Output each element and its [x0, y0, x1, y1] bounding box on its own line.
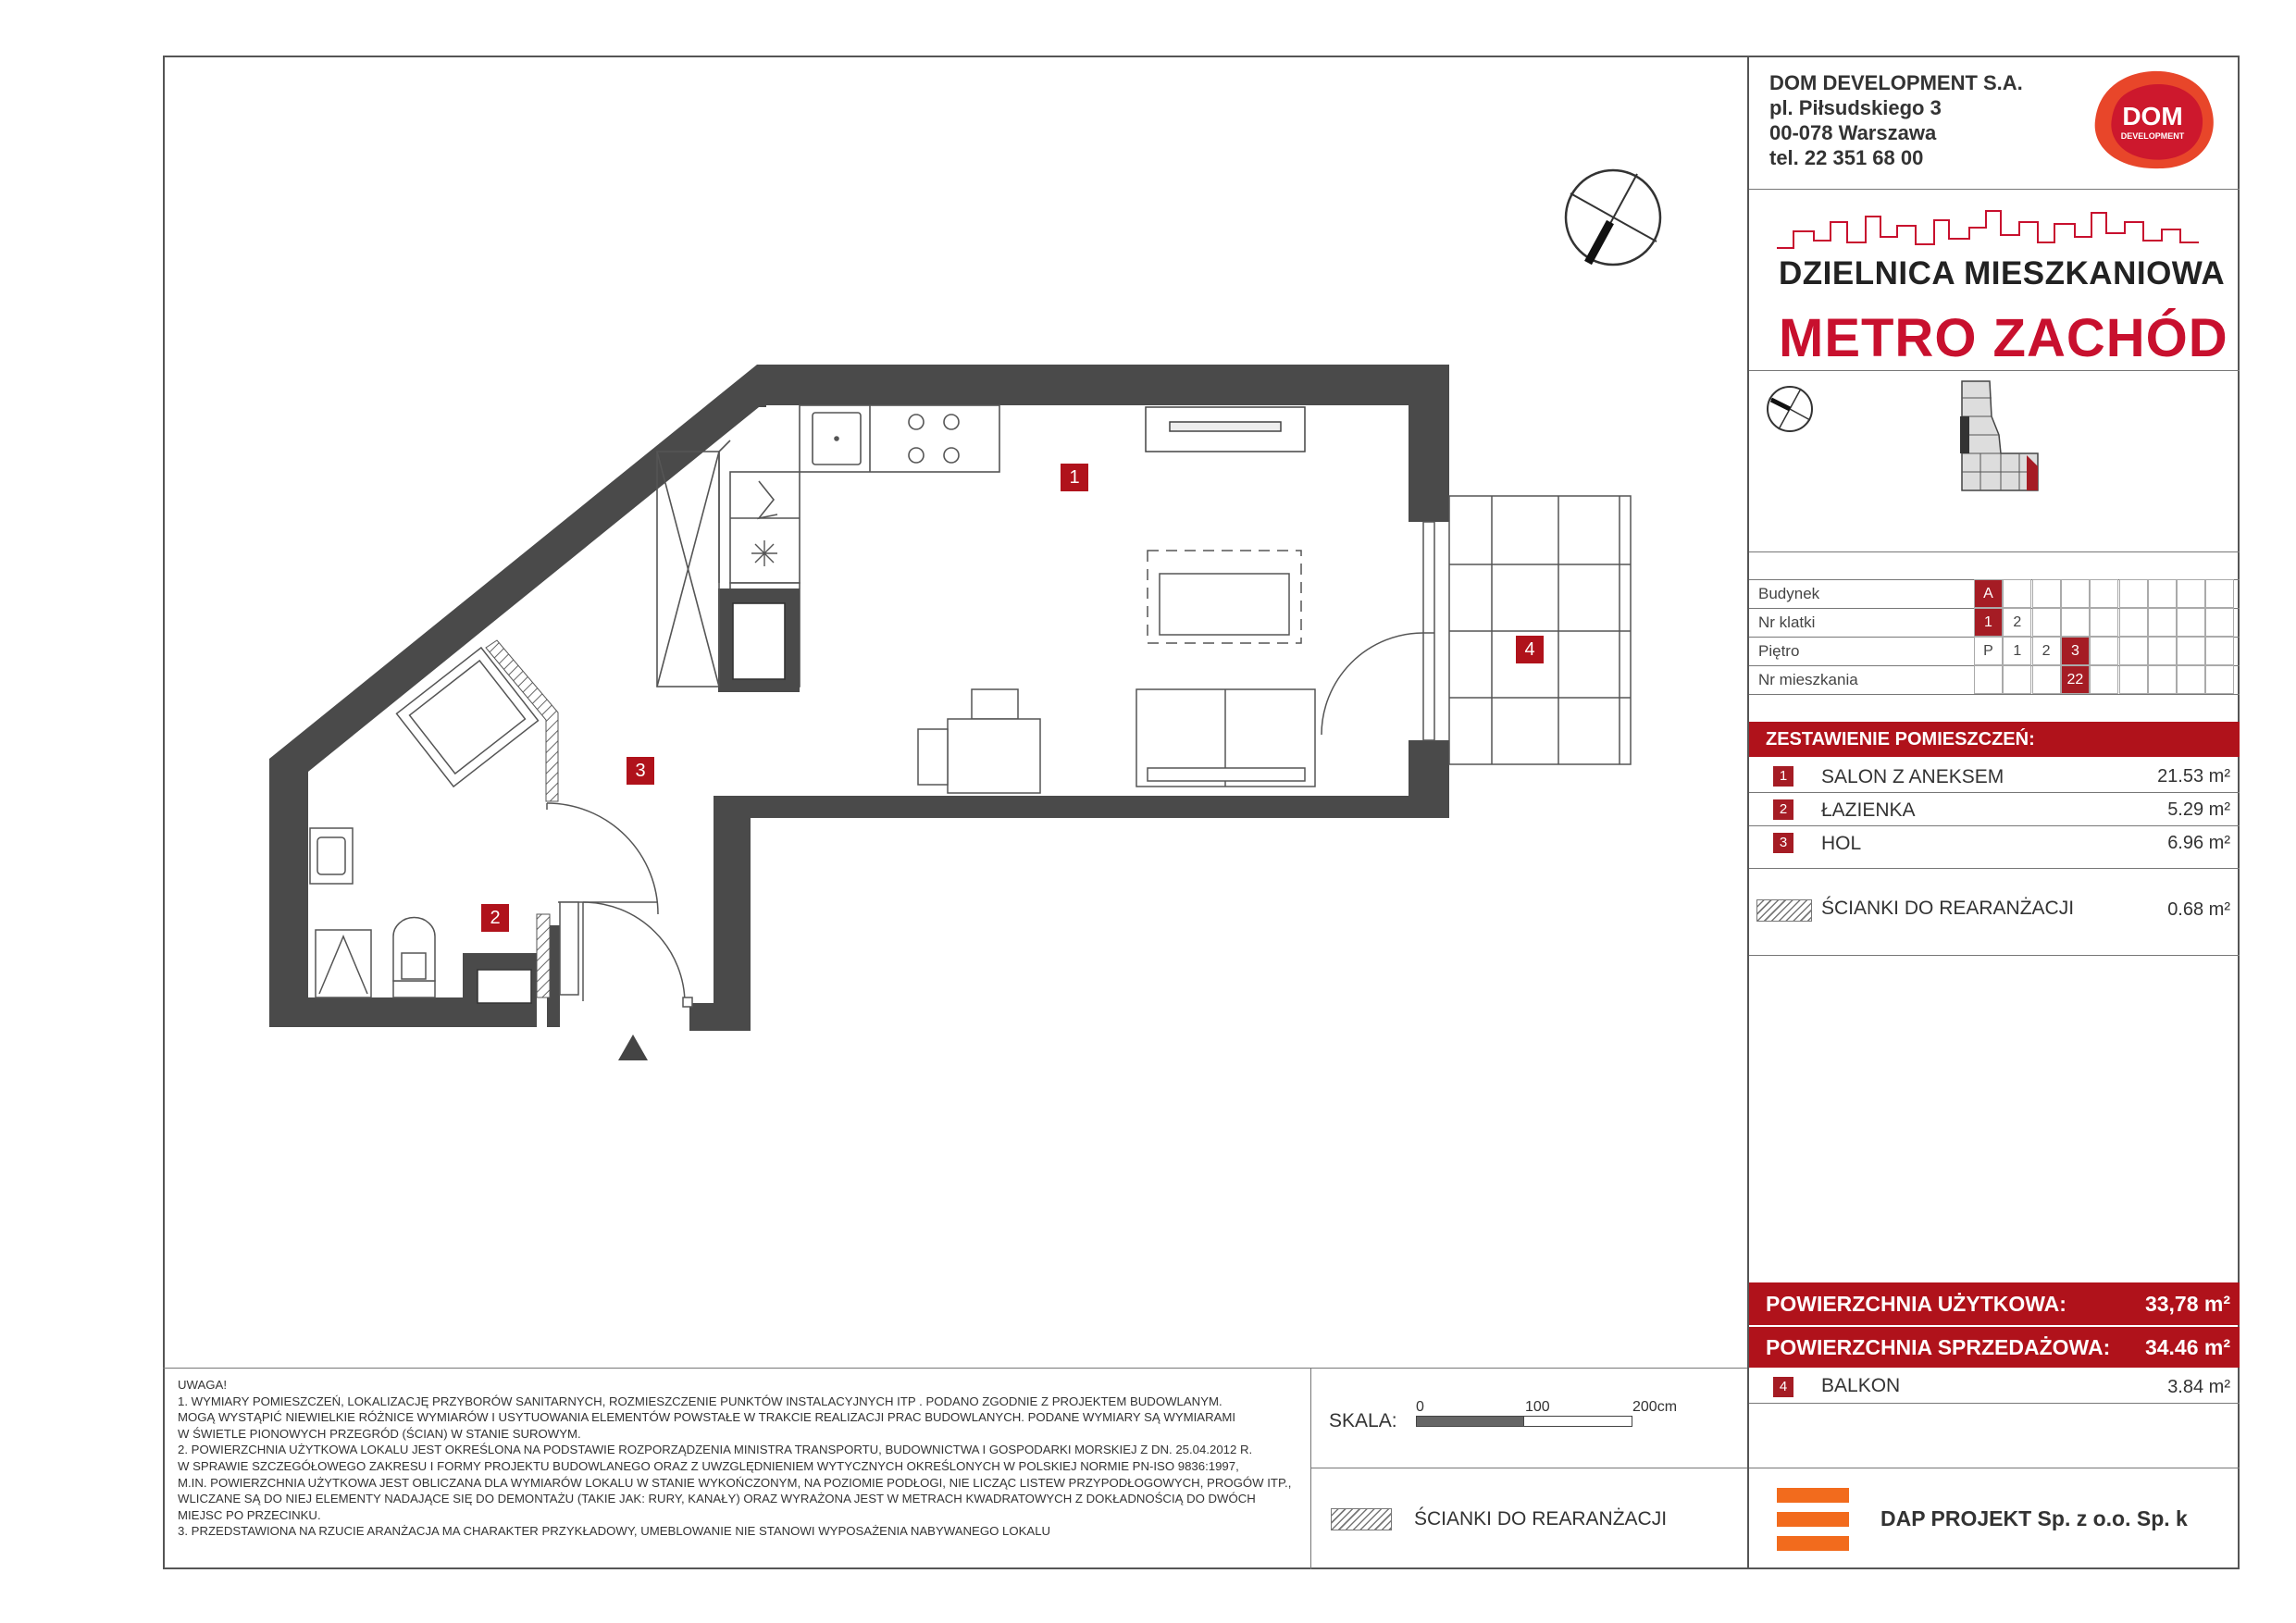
- company-street: pl. Piłsudskiego 3: [1769, 96, 1942, 119]
- note-line: 3. PRZEDSTAWIONA NA RZUCIE ARANŻACJA MA CHARAKTER PRZYKŁADOWY, UMEBLOWANIE NIE STANOWI WYPOSAŻENIA NABYWANEGO LOKALU: [178, 1524, 1051, 1539]
- rooms-header: ZESTAWIENIE POMIESZCZEŃ:: [1749, 722, 2240, 757]
- scale-bar-dark: [1416, 1416, 1525, 1427]
- location-cell: [2177, 608, 2205, 637]
- notes: [178, 1377, 1297, 1540]
- room-tag-2: 2: [481, 904, 509, 932]
- balcony-name: BALKON: [1821, 1375, 1901, 1396]
- logo-subtext: DEVELOPMENT: [2120, 131, 2185, 141]
- room-area: 21.53 m²: [2157, 766, 2230, 787]
- room-tag-3: 3: [627, 757, 654, 785]
- dap-projekt-logo: [1777, 1488, 1849, 1553]
- location-cell: [2148, 608, 2177, 637]
- company-city: 00-078 Warszawa: [1769, 121, 1937, 144]
- room-tag-4: 4: [1516, 636, 1544, 663]
- location-cell: [2177, 665, 2205, 694]
- legend-label: ŚCIANKI DO REARANŻACJI: [1414, 1508, 1668, 1530]
- divider: [1310, 1368, 1311, 1569]
- project-title: DZIELNICA MIESZKANIOWA: [1779, 255, 2226, 291]
- balcony-area: 3.84 m²: [2167, 1377, 2230, 1397]
- wall-shelf: [1146, 407, 1305, 452]
- balcony-door: [1322, 522, 1434, 740]
- label-floor: Piętro: [1758, 642, 1800, 660]
- divider: [1749, 955, 2240, 956]
- title-block: [1747, 56, 2240, 1569]
- scale-label: SKALA:: [1329, 1410, 1397, 1431]
- location-cell: [2090, 665, 2118, 694]
- divider: [1749, 1403, 2240, 1404]
- sales-area-bar: [1749, 1327, 2240, 1368]
- skyline-icon: [1777, 204, 2199, 255]
- location-cell: [2119, 579, 2148, 608]
- room-num: 2: [1773, 799, 1793, 820]
- label-building: Budynek: [1758, 585, 1820, 602]
- partition-area: 0.68 m²: [2167, 899, 2230, 920]
- scale-tick-200: 200cm: [1632, 1399, 1678, 1415]
- note-line: W SPRAWIE SZCZEGÓŁOWEGO ZAKRESU I FORMY PROJEKTU BUDOWLANEGO ORAZ Z UWZGLĘDNIENIEM WYTYCZNYCH OKREŚLONYCH W POLSKIEJ NORMIE PN-ISO 9836:1997,: [178, 1458, 1239, 1473]
- company-phone: tel. 22 351 68 00: [1769, 146, 1924, 169]
- sofa: [1136, 551, 1315, 787]
- room-row-3: [1749, 827, 2240, 859]
- label-stair: Nr klatki: [1758, 613, 1816, 631]
- entrance-arrow-icon: [618, 1035, 648, 1060]
- location-cell: [2032, 665, 2061, 694]
- location-cell: [2032, 608, 2061, 637]
- location-cell: [2119, 637, 2148, 665]
- usable-area-bar: [1749, 1282, 2240, 1325]
- scale-tick-100: 100: [1525, 1399, 1550, 1415]
- location-cell: [2061, 579, 2090, 608]
- divider: [1749, 370, 2240, 371]
- room-num: 1: [1773, 766, 1793, 787]
- location-cell: [2148, 579, 2177, 608]
- location-cell: [2205, 637, 2234, 665]
- notes-title: UWAGA!: [178, 1378, 227, 1392]
- location-cell: [2032, 579, 2061, 608]
- location-cell: 1: [2003, 637, 2031, 665]
- balcony: [1449, 496, 1631, 764]
- note-line: MIEJSC PO PRZECINKU.: [178, 1507, 321, 1522]
- room-area: 5.29 m²: [2167, 799, 2230, 820]
- partition-name: ŚCIANKI DO REARANŻACJI: [1821, 898, 2075, 919]
- location-cell: [2148, 665, 2177, 694]
- room-tag-1: 1: [1061, 464, 1088, 491]
- label-apartment: Nr mieszkania: [1758, 671, 1858, 688]
- location-cell: [2205, 579, 2234, 608]
- location-cell: [2205, 608, 2234, 637]
- location-cell: 1: [1974, 608, 2003, 637]
- usable-area-value: 33,78 m²: [2144, 1292, 2230, 1316]
- legend-hatch-swatch: [1331, 1508, 1392, 1530]
- project-subtitle: METRO ZACHÓD: [1779, 308, 2228, 368]
- room-row-1: [1749, 761, 2240, 792]
- scale-tick-0: 0: [1416, 1399, 1424, 1415]
- dom-development-logo: [2088, 67, 2217, 176]
- location-cell: 2: [2003, 608, 2031, 637]
- usable-area-label: POWIERZCHNIA UŻYTKOWA:: [1766, 1292, 2066, 1316]
- note-line: 2. POWIERZCHNIA UŻYTKOWA LOKALU JEST OKREŚLONA NA PODSTAWIE ROZPORZĄDZENIA MINISTRA TRANSPORTU, BUDOWNICTWA I GOSPODARKI MORSKIEJ Z DN. 25.04.2012 R.: [178, 1443, 1253, 1457]
- partition-hatch-2: [537, 914, 550, 997]
- balcony-num: 4: [1773, 1377, 1793, 1397]
- location-cell: 3: [2061, 637, 2090, 665]
- sales-area-label: POWIERZCHNIA SPRZEDAŻOWA:: [1766, 1335, 2111, 1359]
- building-keyplan: [1934, 379, 2073, 509]
- location-cell: [2003, 579, 2031, 608]
- partition-hatch-swatch: [1756, 899, 1812, 922]
- location-cell: [2090, 608, 2118, 637]
- compass-icon: [1566, 170, 1660, 265]
- service-shaft: [478, 970, 531, 1003]
- location-cell: 22: [2061, 665, 2090, 694]
- logo-text: DOM: [2122, 102, 2183, 130]
- divider: [1749, 551, 2240, 552]
- divider: [1749, 868, 2240, 869]
- location-cell: [2090, 579, 2118, 608]
- divider: [163, 1368, 1747, 1369]
- location-cell: A: [1974, 579, 2003, 608]
- kitchen-counter: [657, 405, 999, 692]
- divider: [1749, 189, 2240, 190]
- note-line: 1. WYMIARY POMIESZCZEŃ, LOKALIZACJĘ PRZYBORÓW SANITARNYCH, ROZMIESZCZENIE PUNKTÓW INSTALACYJNYCH ITP . PODANO ZGODNIE Z PROJEKTEM BUDOWLANYM.: [178, 1394, 1222, 1408]
- note-line: MOGĄ WYSTĄPIĆ NIEWIELKIE RÓŻNICE WYMIARÓW I USYTUOWANIA ELEMENTÓW POWSTAŁE W TRAKCIE REALIZACJI PRAC BUDOWLANYCH. PODANE WYMIARY SĄ WYMIARAMI: [178, 1410, 1236, 1425]
- location-cell: [2177, 579, 2205, 608]
- location-table: [1749, 579, 2240, 700]
- location-cell: [2003, 665, 2031, 694]
- location-cell: [2119, 665, 2148, 694]
- company-name: DOM DEVELOPMENT S.A.: [1769, 71, 2023, 94]
- designer-name: DAP PROJEKT Sp. z o.o. Sp. k: [1880, 1506, 2188, 1530]
- room-name: HOL: [1821, 833, 1862, 854]
- doors: [547, 803, 692, 1007]
- room-num: 3: [1773, 833, 1793, 853]
- note-line: WLICZANE SĄ DO NIEJ ELEMENTY NADAJĄCE SIĘ DO DEMONTAŻU (TAKIE JAK: RURY, KANAŁY) ORAZ WYRAŻONA JEST W METRACH KWADRATOWYCH Z DOKŁADNOŚCIĄ DO DWÓCH: [178, 1492, 1256, 1506]
- location-cell: [2119, 608, 2148, 637]
- room-name: SALON Z ANEKSEM: [1821, 766, 2004, 787]
- location-cell: [2061, 608, 2090, 637]
- location-cell: 2: [2032, 637, 2061, 665]
- location-cell: [2090, 637, 2118, 665]
- location-cell: [2148, 637, 2177, 665]
- note-line: M.IN. POWIERZCHNIA UŻYTKOWA JEST OBLICZANA DLA WYMIARÓW LOKALU W STANIE WYKOŃCZONYM, NA POZIOMIE PODŁOGI, NIE LICZĄC LISTEW PRZYPODŁOGOWYCH, PROGÓW ITP.,: [178, 1475, 1292, 1490]
- location-cell: [2177, 637, 2205, 665]
- scale-bar-light: [1523, 1416, 1632, 1427]
- keyplan-compass-icon: [1762, 381, 1818, 437]
- location-cell: [1974, 665, 2003, 694]
- rooms-list: [1749, 761, 2240, 853]
- room-row-2: [1749, 794, 2240, 825]
- note-line: W ŚWIETLE PIONOWYCH PRZEGRÓD (ŚCIAN) W STANIE SUROWYM.: [178, 1426, 581, 1441]
- room-area: 6.96 m²: [2167, 833, 2230, 853]
- room-name: ŁAZIENKA: [1821, 799, 1916, 821]
- dining-table: [918, 689, 1040, 793]
- location-cell: [2205, 665, 2234, 694]
- bathroom-fixtures: [310, 828, 435, 997]
- location-cell: P: [1974, 637, 2003, 665]
- sales-area-value: 34.46 m²: [2144, 1335, 2230, 1359]
